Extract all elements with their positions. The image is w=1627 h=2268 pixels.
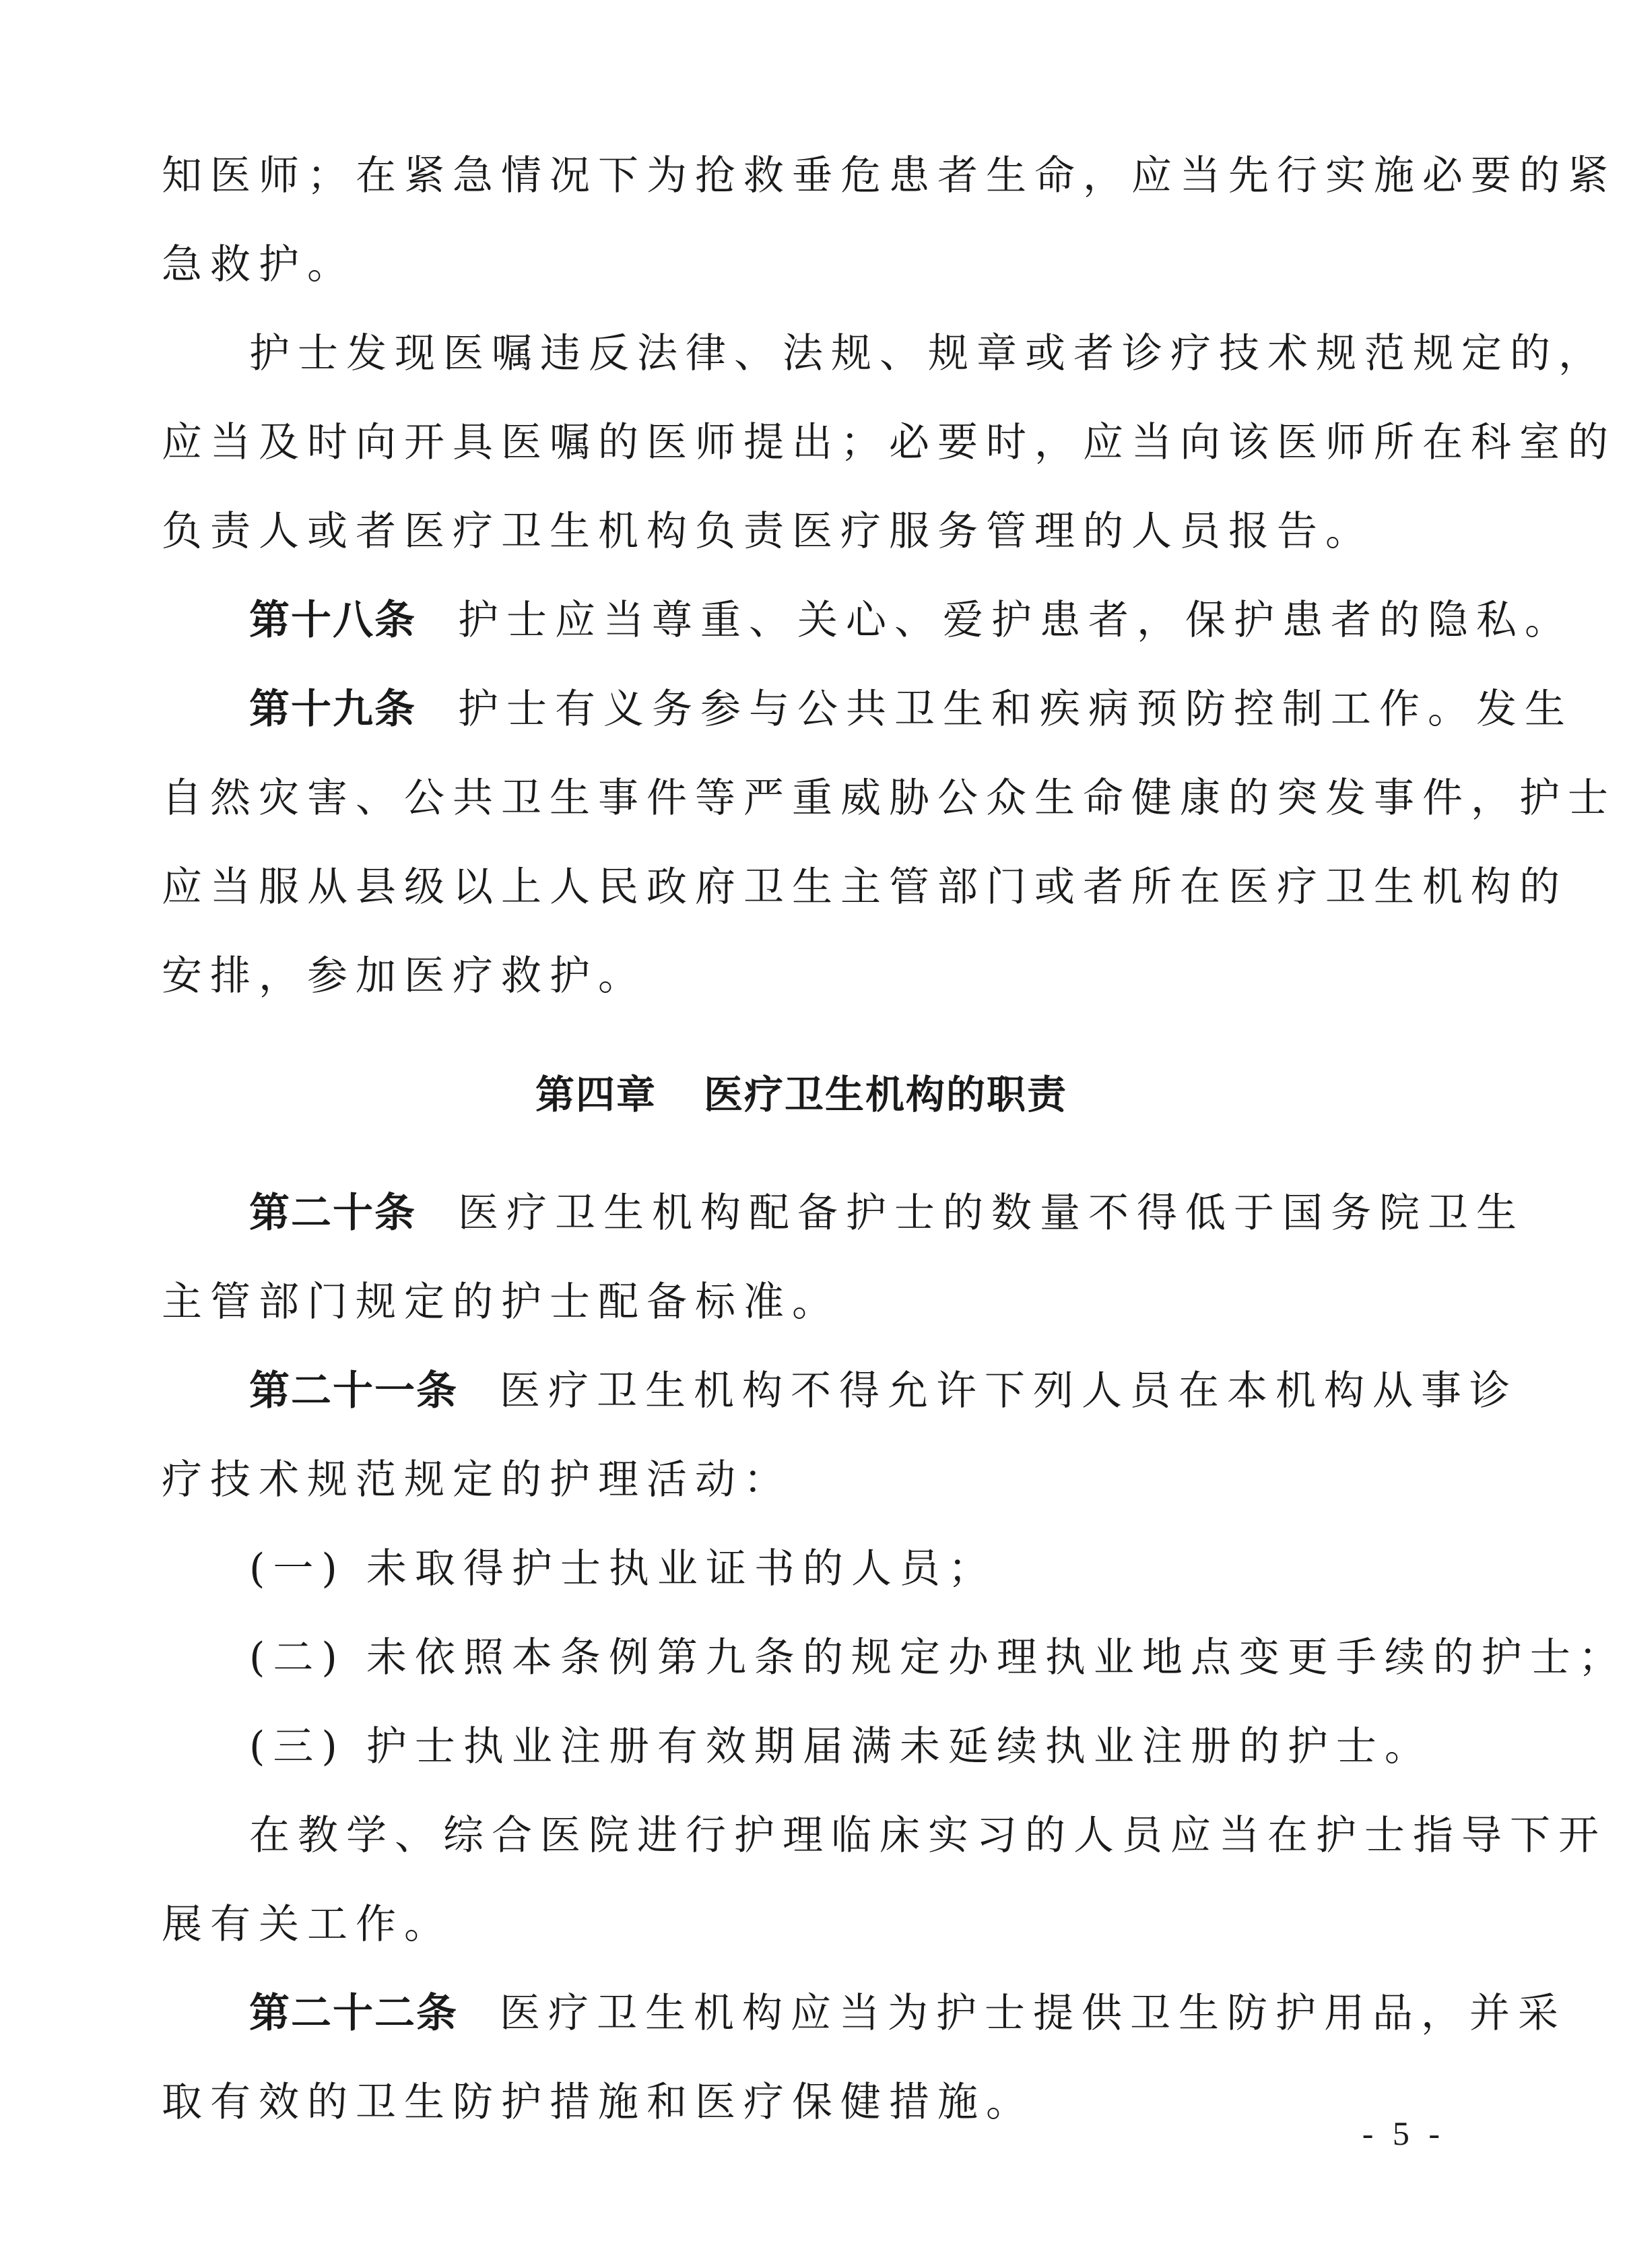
text-line: 急救护。: [162, 241, 356, 288]
article-label: 第二十一条: [249, 1367, 458, 1415]
text-line: 应当服从县级以上人民政府卫生主管部门或者所在医疗卫生机构的: [162, 864, 1568, 911]
article-22: [162, 1969, 1566, 2058]
article-label: 第二十条: [249, 1190, 416, 1237]
article-text: 护士有义务参与公共卫生和疾病预防控制工作。发生: [458, 686, 1573, 733]
list-item: (二) 未依照本条例第九条的规定办理执业地点变更手续的护士；: [249, 1634, 1627, 1681]
article-21: [162, 1347, 1518, 1435]
article-label: 第十八条: [249, 597, 416, 644]
article-18: [162, 576, 1573, 665]
article-text: 医疗卫生机构配备护士的数量不得低于国务院卫生: [458, 1190, 1525, 1237]
text-line: 展有关工作。: [162, 1901, 453, 1948]
article-label: 第十九条: [249, 686, 416, 733]
text-line: 取有效的卫生防护措施和医疗保健措施。: [162, 2079, 1034, 2126]
article-text: 护士应当尊重、关心、爱护患者，保护患者的隐私。: [458, 597, 1573, 644]
text-line: 安排，参加医疗救护。: [162, 952, 646, 1000]
chapter-heading: [162, 1020, 1441, 1169]
text-line: 疗技术规范规定的护理活动：: [162, 1456, 792, 1503]
paragraph-start: 在教学、综合医院进行护理临床实习的人员应当在护士指导下开: [249, 1812, 1607, 1859]
chapter-number: 第四章: [535, 1072, 657, 1117]
text-line: 知医师；在紧急情况下为抢救垂危患者生命，应当先行实施必要的紧: [162, 152, 1616, 199]
text-line: 应当及时向开具医嘱的医师提出；必要时，应当向该医师所在科室的: [162, 419, 1616, 466]
text-line: 自然灾害、公共卫生事件等严重威胁公众生命健康的突发事件，护士: [162, 775, 1616, 822]
article-label: 第二十二条: [249, 1990, 458, 2037]
text-line: 负责人或者医疗卫生机构负责医疗服务管理的人员报告。: [162, 508, 1374, 555]
paragraph-start: 护士发现医嘱违反法律、法规、规章或者诊疗技术规范规定的，: [249, 330, 1607, 377]
list-item: (三) 护士执业注册有效期届满未延续执业注册的护士。: [249, 1723, 1433, 1770]
article-text: 医疗卫生机构应当为护士提供卫生防护用品，并采: [500, 1990, 1566, 2037]
chapter-title: 医疗卫生机构的职责: [704, 1072, 1068, 1117]
page-number: - 5 -: [1362, 2114, 1445, 2152]
text-line: 主管部门规定的护士配备标准。: [162, 1278, 840, 1326]
document-body: [162, 131, 1627, 2147]
article-text: 医疗卫生机构不得允许下列人员在本机构从事诊: [500, 1367, 1518, 1415]
article-20: [162, 1169, 1525, 1258]
article-19: [162, 665, 1573, 754]
list-item: (一) 未取得护士执业证书的人员；: [249, 1545, 997, 1592]
